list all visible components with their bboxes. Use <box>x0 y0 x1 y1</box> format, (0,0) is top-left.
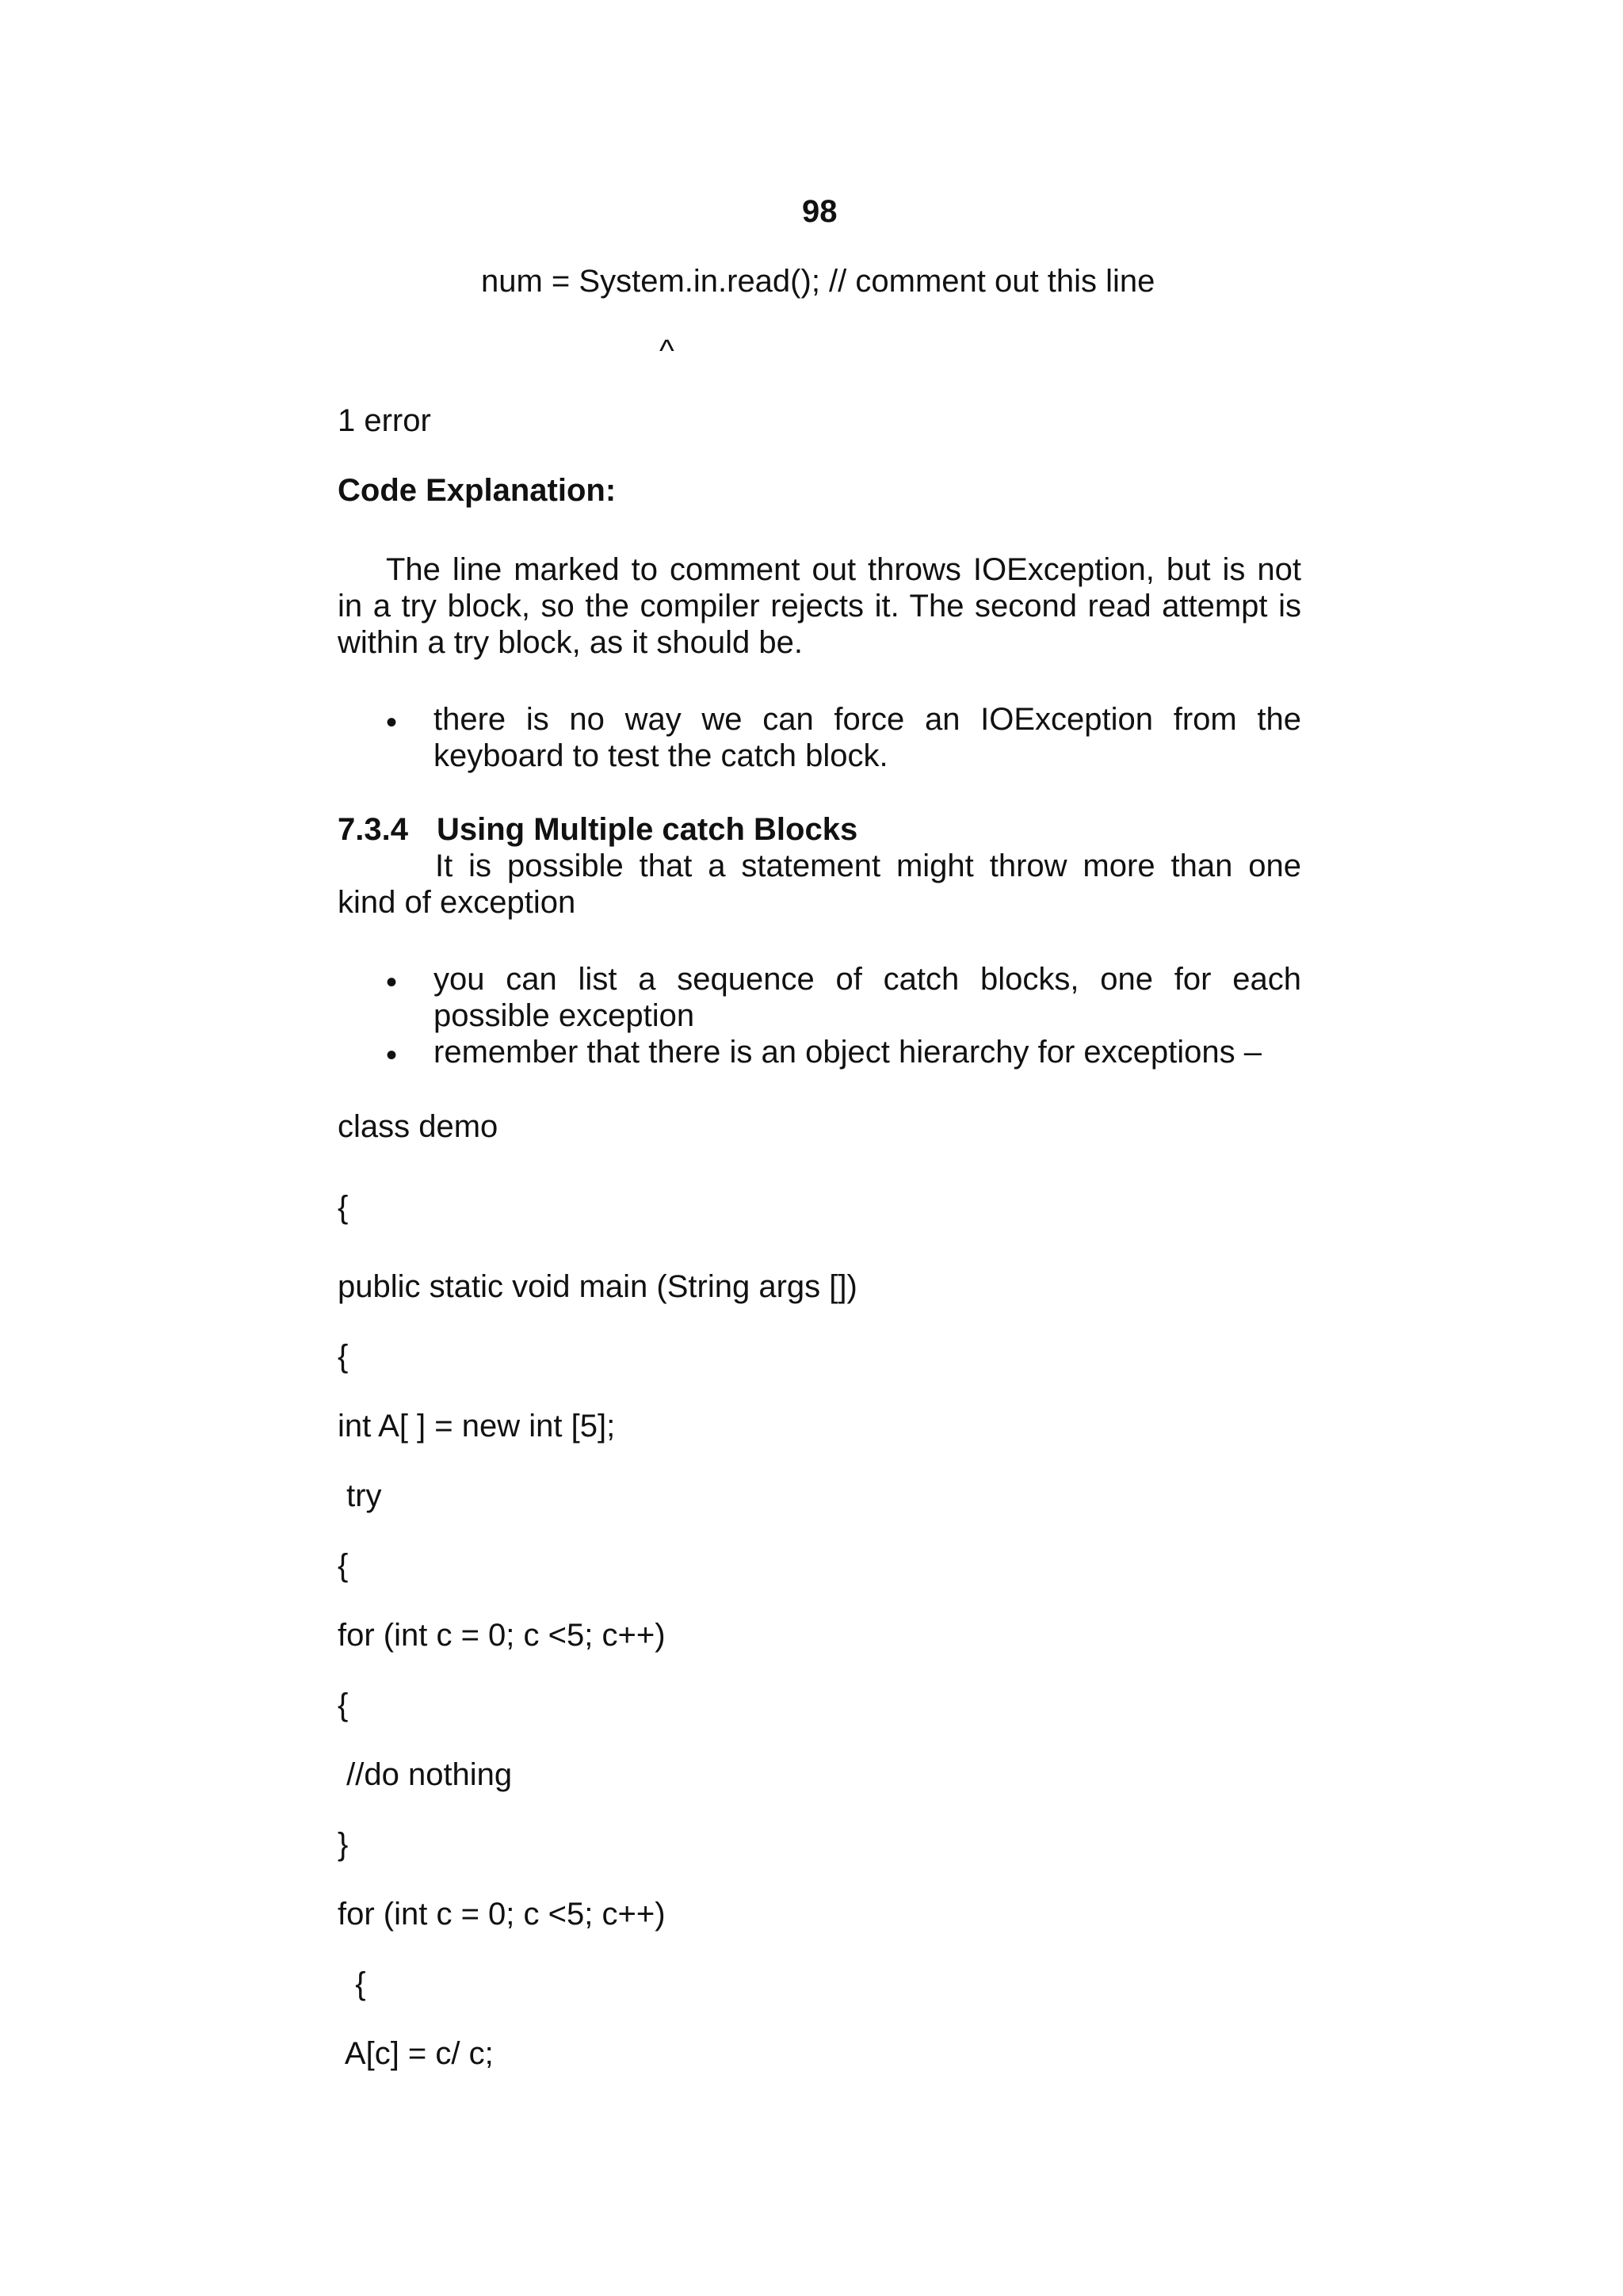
section-bullet-2-line-1: remember that there is an object hierarchy for exceptions – <box>433 1035 1262 1070</box>
section-title: Using Multiple catch Blocks <box>437 812 858 847</box>
code-line: public static void main (String args []) <box>338 1269 857 1304</box>
code-line: int A[ ] = new int [5]; <box>338 1409 616 1444</box>
code-line: { <box>338 1966 366 2001</box>
page-number: 98 <box>802 194 838 229</box>
code-line: for (int c = 0; c <5; c++) <box>338 1897 666 1932</box>
explanation-heading: Code Explanation: <box>338 473 617 508</box>
error-count: 1 error <box>338 403 431 438</box>
section-bullet-1-line-2: possible exception <box>433 998 695 1033</box>
section-intro-line-1: It is possible that a statement might throw more than one <box>435 849 1301 883</box>
code-line: for (int c = 0; c <5; c++) <box>338 1618 666 1653</box>
error-caret: ^ <box>659 334 674 368</box>
section-bullet-1-line-1: you can list a sequence of catch blocks, one for each <box>433 962 1301 997</box>
bullet-marker: • <box>386 965 398 1000</box>
explanation-line-1: The line marked to comment out throws IOException, but is not <box>386 552 1301 587</box>
code-line: A[c] = c/ c; <box>338 2036 494 2071</box>
explanation-bullet-line-1: there is no way we can force an IOException from the <box>433 702 1301 737</box>
code-line: { <box>338 1688 349 1722</box>
bullet-marker: • <box>386 1038 398 1073</box>
explanation-line-3: within a try block, as it should be. <box>338 625 803 660</box>
explanation-bullet-line-2: keyboard to test the catch block. <box>433 738 888 773</box>
code-line: class demo <box>338 1109 498 1144</box>
section-number: 7.3.4 <box>338 812 408 847</box>
code-line-read: num = System.in.read(); // comment out this line <box>481 264 1155 299</box>
code-line: try <box>338 1478 382 1513</box>
explanation-line-2: in a try block, so the compiler rejects it. The second read attempt is <box>338 589 1301 624</box>
code-line: } <box>338 1827 349 1862</box>
code-line: { <box>338 1339 349 1374</box>
bullet-marker: • <box>386 705 398 740</box>
section-intro-line-2: kind of exception <box>338 885 576 920</box>
code-line: //do nothing <box>338 1757 513 1792</box>
code-line: { <box>338 1190 349 1225</box>
code-line: { <box>338 1548 349 1583</box>
